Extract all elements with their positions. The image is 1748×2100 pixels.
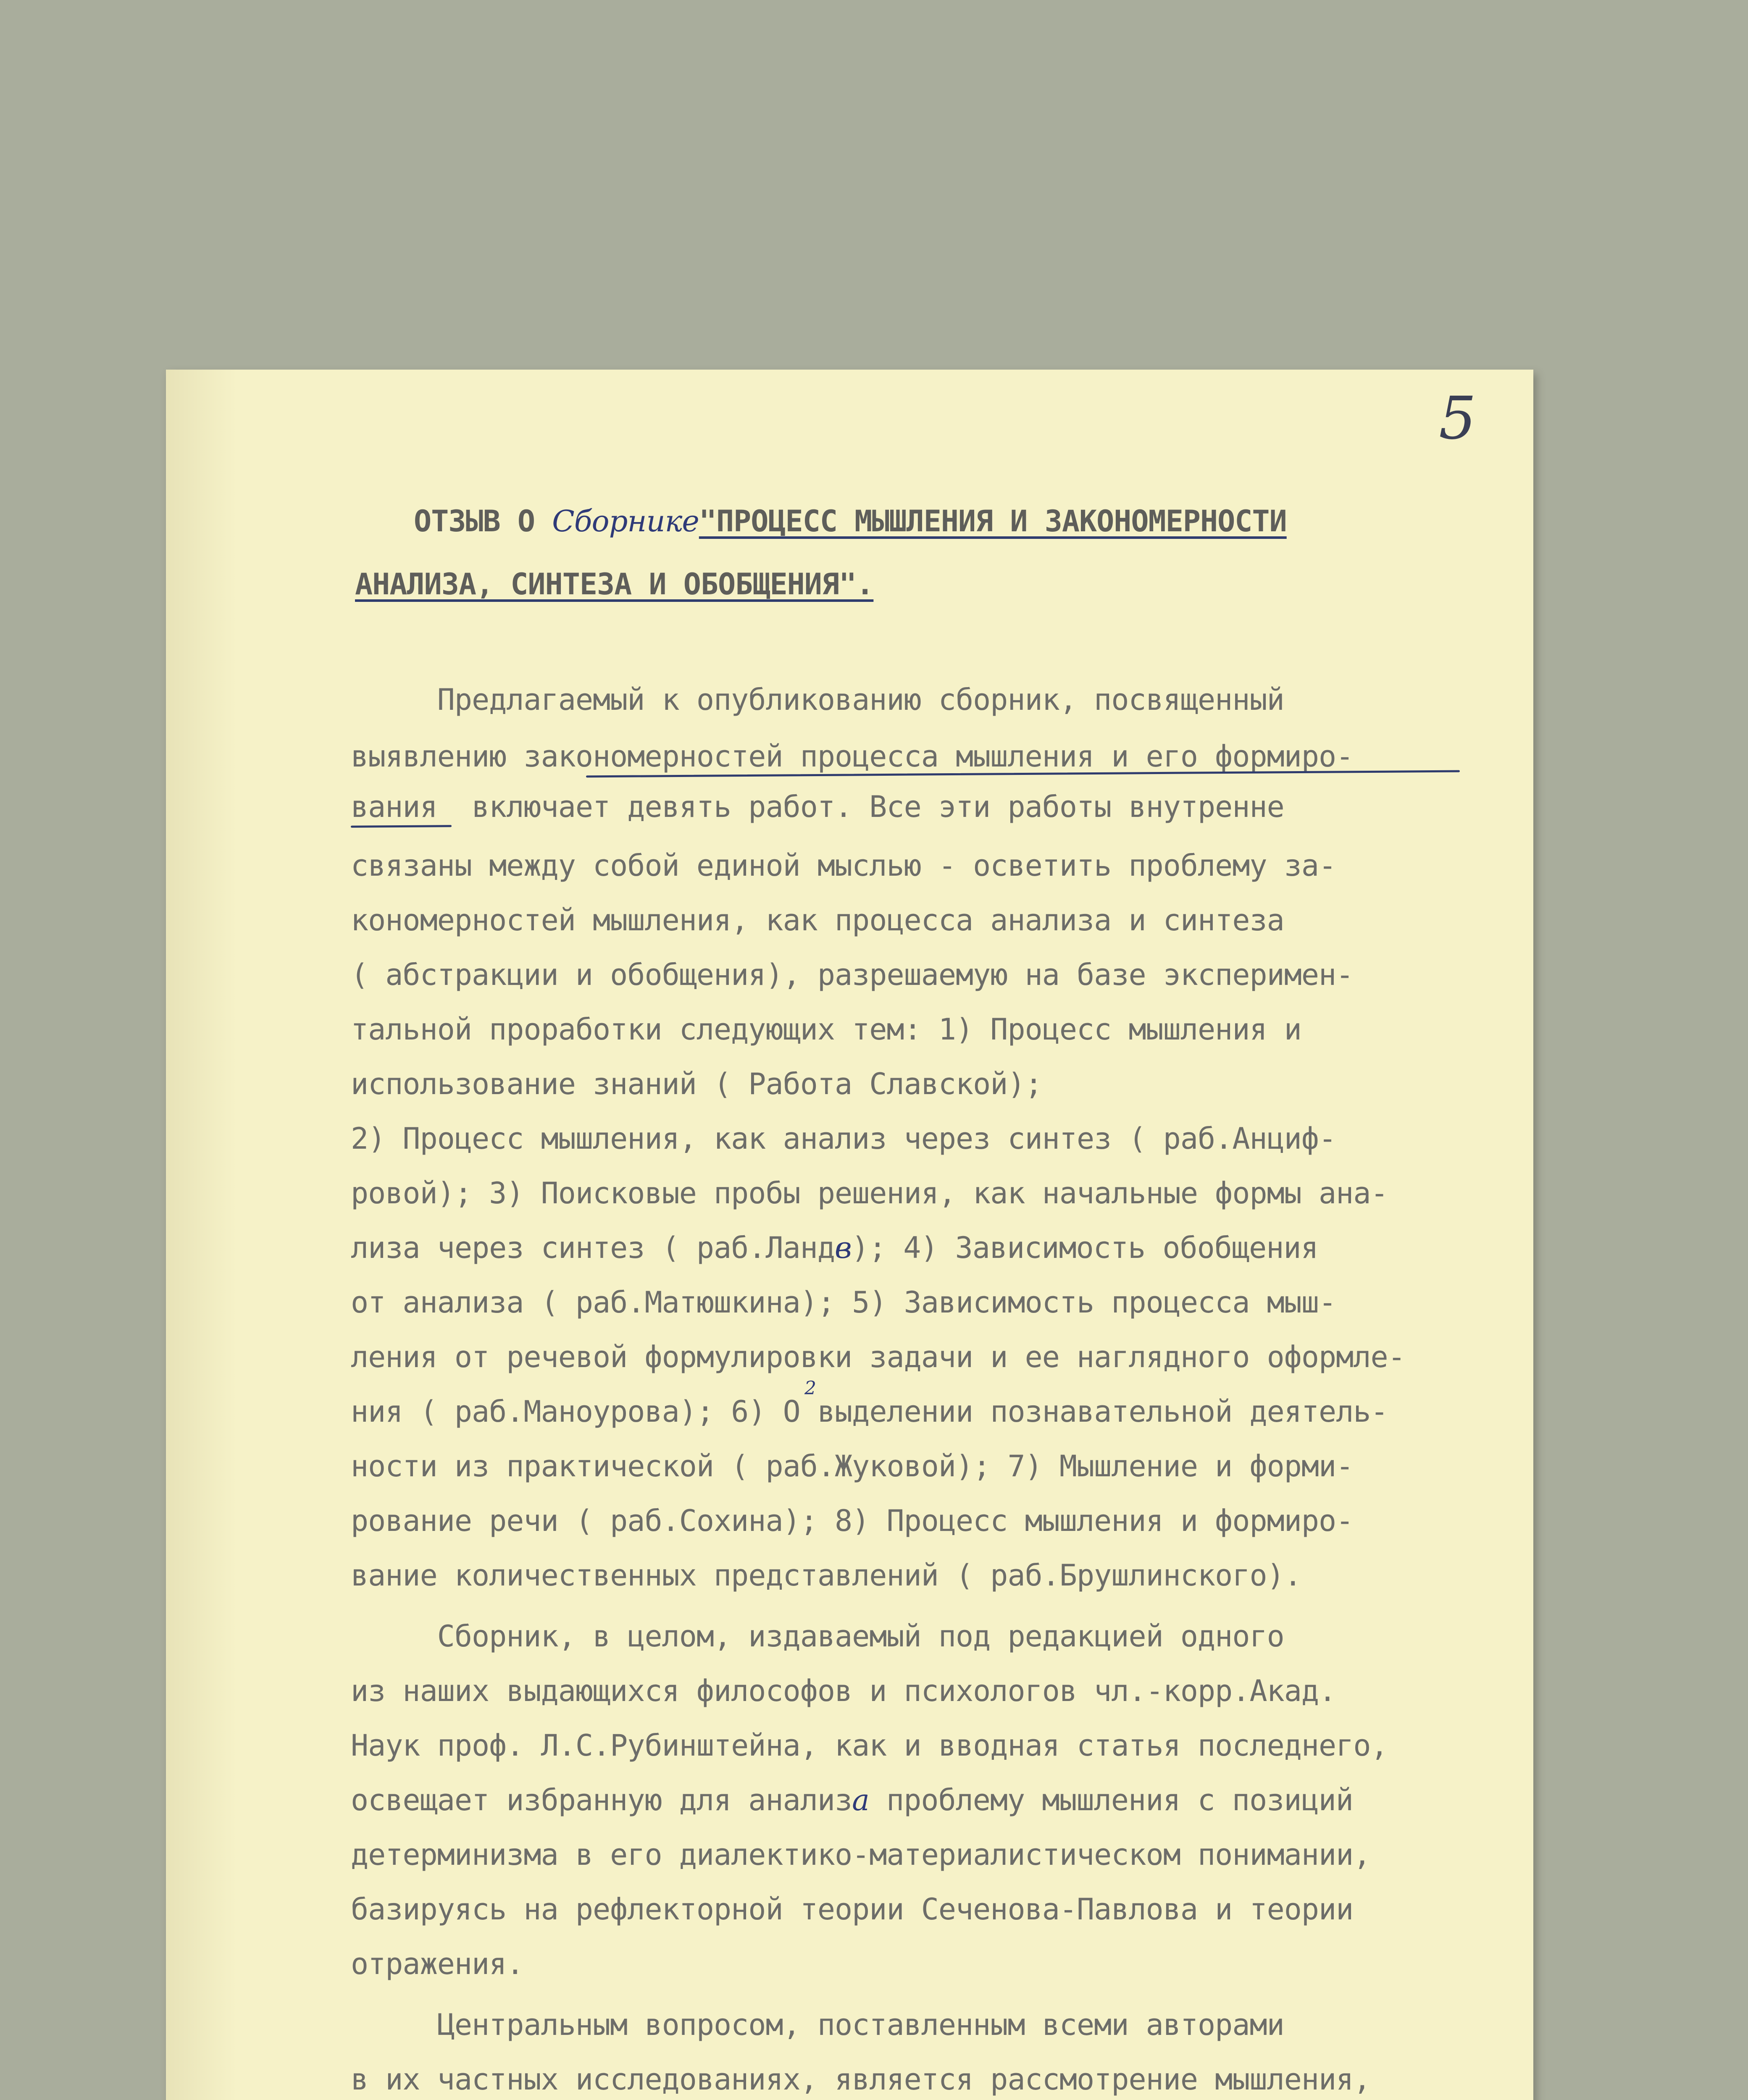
body-line <box>351 1394 1388 1429</box>
handwritten-correction: а <box>852 1783 869 1817</box>
title-line-1 <box>414 504 1287 538</box>
body-line: ления от речевой формулировки задачи и ее наглядного оформле- <box>351 1340 1405 1374</box>
body-line: из наших выдающихся философов и психологов чл.-корр.Акад. <box>351 1674 1336 1708</box>
paper-fold-shading <box>166 370 237 2100</box>
handwritten-insertion: Сборнике <box>552 504 699 538</box>
body-line: Предлагаемый к опубликованию сборник, посвященный <box>351 682 1284 717</box>
body-line: тальной проработки следующих тем: 1) Процесс мышления и <box>351 1012 1301 1047</box>
body-line: отражения. <box>351 1947 524 1981</box>
body-line: вания включает девять работ. Все эти работы внутренне <box>351 790 1284 824</box>
body-line: от анализа ( раб.Матюшкина); 5) Зависимость процесса мыш- <box>351 1285 1336 1320</box>
body-line <box>351 1783 1353 1817</box>
body-line: связаны между собой единой мыслью - осветить проблему за- <box>351 848 1336 883</box>
body-line-text: лиза через синтез ( раб.Ланд <box>351 1231 835 1265</box>
body-line: 2) Процесс мышления, как анализ через синтез ( раб.Анциф- <box>351 1121 1336 1156</box>
body-line: детерминизма в его диалектико-материалистическом понимании, <box>351 1838 1371 1872</box>
body-line: базируясь на рефлекторной теории Сеченова-Павлова и теории <box>351 1892 1354 1927</box>
handwritten-superscript: 2 <box>804 1378 816 1399</box>
body-line: кономерностей мышления, как процесса анализа и синтеза <box>351 903 1284 937</box>
body-line-text: освещает избранную для анализ <box>351 1783 852 1817</box>
body-line: ровой); 3) Поисковые пробы решения, как начальные формы ана- <box>351 1176 1388 1210</box>
body-line-text: ); 4) Зависимость обобщения <box>851 1231 1318 1265</box>
page-number: 5 <box>1439 384 1477 453</box>
body-line: рование речи ( раб.Сохина); 8) Процесс мышления и формиро- <box>351 1504 1354 1538</box>
body-line-text: проблему мышления с позиций <box>869 1783 1353 1817</box>
body-line: Центральным вопросом, поставленным всеми авторами <box>351 2008 1284 2042</box>
body-line: в их частных исследованиях, является рассмотрение мышления, <box>351 2062 1371 2097</box>
body-line: Сборник, в целом, издаваемый под редакцией одного <box>351 1619 1284 1654</box>
handwritten-correction: в <box>835 1231 852 1265</box>
body-line: ности из практической ( раб.Жуковой); 7) Мышление и форми- <box>351 1449 1354 1483</box>
body-line: ( абстракции и обобщения), разрешаемую на базе эксперимен- <box>351 958 1354 992</box>
body-line: использование знаний ( Работа Славской); <box>351 1067 1042 1101</box>
body-line: вание количественных представлений ( раб.Брушлинского). <box>351 1558 1301 1593</box>
body-line: Наук проф. Л.С.Рубинштейна, как и вводная статья последнего, <box>351 1728 1388 1763</box>
document-page <box>166 370 1533 2100</box>
ink-underline <box>351 825 452 827</box>
body-line: выявлению закономерностей процесса мышления и его формиро- <box>351 739 1354 774</box>
body-line-text: О выделении познавательной деятель- <box>783 1394 1388 1429</box>
title-prefix: ОТЗЫВ О <box>414 504 535 538</box>
body-line-text: ния ( раб.Маноурова); 6) <box>351 1394 766 1429</box>
title-line-2: АНАЛИЗА, СИНТЕЗА И ОБОБЩЕНИЯ". <box>355 567 874 601</box>
title-text-1: "ПРОЦЕСС МЫШЛЕНИЯ И ЗАКОНОМЕРНОСТИ <box>699 504 1287 538</box>
body-line <box>351 1231 1318 1265</box>
